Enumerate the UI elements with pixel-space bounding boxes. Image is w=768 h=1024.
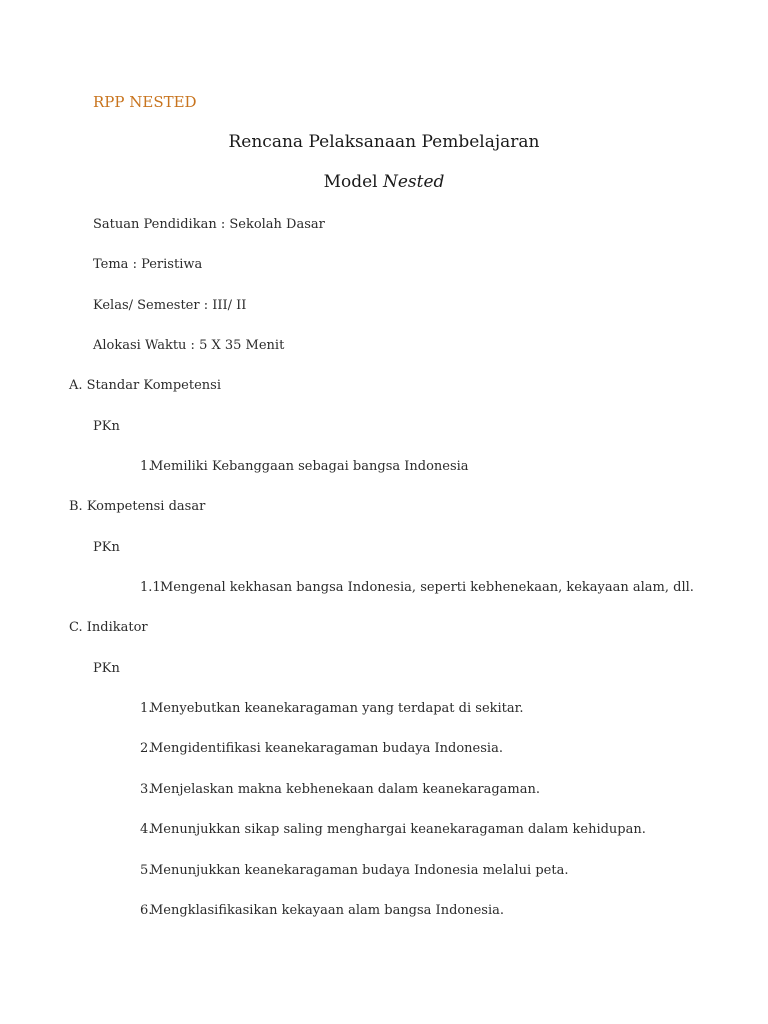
list-number: 1.1. bbox=[140, 580, 165, 595]
list-number: 3. bbox=[140, 782, 153, 797]
list-text: Mengklasifikasikan kekayaan alam bangsa Indonesia. bbox=[150, 903, 504, 918]
section-a-title: A. Standar Kompetensi bbox=[69, 378, 221, 393]
subtitle-prefix: Model bbox=[323, 172, 378, 192]
list-number: 6. bbox=[140, 903, 153, 918]
list-text: Menunjukkan keanekaragaman budaya Indonesia melalui peta. bbox=[150, 863, 569, 878]
section-a-item bbox=[140, 459, 469, 475]
list-item bbox=[140, 822, 646, 838]
section-a-subject: PKn bbox=[93, 419, 120, 434]
identity-alokasi: Alokasi Waktu : 5 X 35 Menit bbox=[93, 338, 285, 353]
list-number: 2. bbox=[140, 741, 153, 756]
list-text: Menunjukkan sikap saling menghargai keanekaragaman dalam kehidupan. bbox=[150, 822, 646, 837]
list-text: Menyebutkan keanekaragaman yang terdapat di sekitar. bbox=[150, 701, 524, 716]
list-number: 5. bbox=[140, 863, 153, 878]
list-text: Mengenal kekhasan bangsa Indonesia, seperti kebhenekaan, kekayaan alam, dll. bbox=[160, 580, 694, 595]
document-subtitle bbox=[0, 172, 768, 192]
document-title: Rencana Pelaksanaan Pembelajaran bbox=[228, 132, 540, 152]
identity-kelas: Kelas/ Semester : III/ II bbox=[93, 298, 247, 313]
list-item bbox=[140, 863, 568, 879]
identity-satuan: Satuan Pendidikan : Sekolah Dasar bbox=[93, 217, 325, 232]
section-c-subject: PKn bbox=[93, 661, 120, 676]
list-item bbox=[140, 903, 504, 919]
header-label: RPP NESTED bbox=[93, 93, 197, 111]
section-b-item bbox=[140, 580, 694, 596]
list-text: Mengidentifikasi keanekaragaman budaya Indonesia. bbox=[150, 741, 503, 756]
list-text: Memiliki Kebanggaan sebagai bangsa Indonesia bbox=[150, 459, 469, 474]
list-item bbox=[140, 782, 540, 798]
list-number: 4. bbox=[140, 822, 153, 837]
subtitle-emphasis: Nested bbox=[383, 172, 445, 192]
section-b-title: B. Kompetensi dasar bbox=[69, 499, 206, 514]
list-item bbox=[140, 741, 503, 757]
section-c-title: C. Indikator bbox=[69, 620, 148, 635]
list-item bbox=[140, 701, 524, 717]
section-b-subject: PKn bbox=[93, 540, 120, 555]
identity-tema: Tema : Peristiwa bbox=[93, 257, 203, 272]
list-number: 1. bbox=[140, 701, 153, 716]
list-text: Menjelaskan makna kebhenekaan dalam keanekaragaman. bbox=[150, 782, 541, 797]
list-number: 1. bbox=[140, 459, 153, 474]
